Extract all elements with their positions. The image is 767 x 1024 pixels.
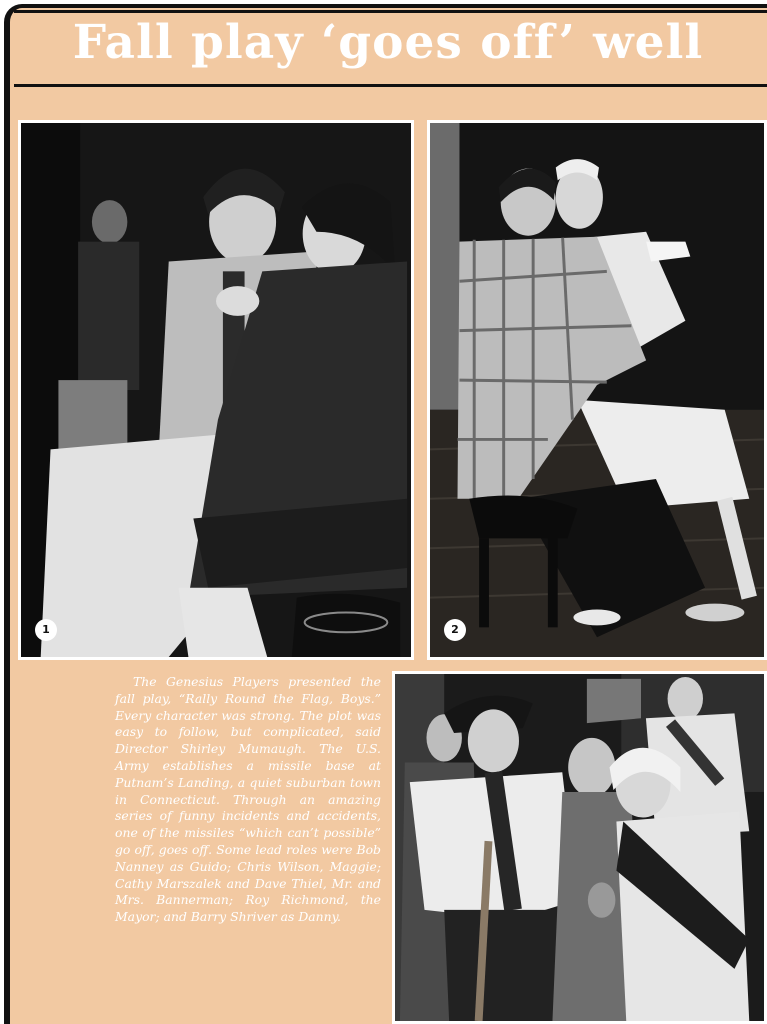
story-text: The Genesius Players presented the fall play, “Rally Round the Flag, Boys.” Every character was strong. The plot was easy to follow, but complicated, said Director Shirley Mumaugh. The U.S. Army establishes a missile base at Putnam’s Landing, a quiet suburban town in Connecticut. Through an amazing series of funny incidents and accidents, one of the missiles “which can’t possible” go off, goes off. Some lead roles were Bob Nanney as Guido; Chris Wilson, Maggie; Cathy Marszalek and Dave Thiel, Mr. and Mrs. Bannerman; Roy Richmond, the Mayor; and Barry Shriver as Danny.	[115, 674, 381, 925]
photo-1-number-badge: 1	[35, 619, 57, 641]
photo-3	[392, 671, 767, 1024]
photo-1	[18, 120, 414, 660]
title-bottom-rule	[14, 84, 767, 87]
page-title: Fall play ‘goes off’ well	[72, 15, 704, 70]
photo-2-number-badge: 2	[444, 619, 466, 641]
photo-3-image	[395, 674, 764, 1021]
photo-1-image	[21, 123, 411, 657]
photo-2	[427, 120, 767, 660]
title-top-rule	[14, 10, 767, 13]
photo-2-image	[430, 123, 764, 657]
